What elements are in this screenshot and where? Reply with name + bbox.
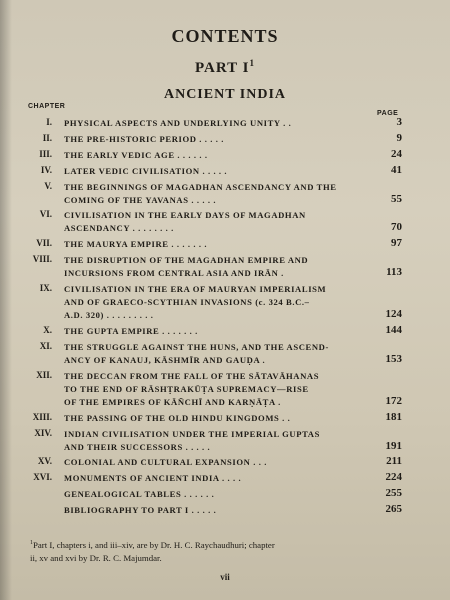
chapter-number: XI. (39, 340, 52, 351)
page-column-label: PAGE (377, 110, 399, 117)
chapter-number: XII. (36, 369, 52, 380)
chapter-number: IV. (40, 164, 52, 175)
chapter-title-line: INCURSIONS FROM CENTRAL ASIA AND IRĀN . (64, 268, 284, 279)
chapter-title-line: GENEALOGICAL TABLES . . . . . . (64, 489, 215, 500)
contents-entry (0, 341, 450, 370)
chapter-number: I. (46, 117, 52, 127)
chapter-number: XIV. (34, 427, 52, 438)
footnote-line-2: ii, xv and xvi by Dr. R. C. Majumdar. (30, 552, 162, 563)
contents-entry (0, 504, 450, 520)
chapter-title-line: MONUMENTS OF ANCIENT INDIA . . . . (64, 473, 242, 484)
contents-entry (0, 133, 450, 149)
chapter-title-line: INDIAN CIVILISATION UNDER THE IMPERIAL GUPTAS (64, 428, 320, 439)
part-title-text: PART I (194, 60, 250, 76)
contents-entry (0, 283, 450, 325)
chapter-title (64, 209, 374, 235)
chapter-title (64, 504, 374, 517)
chapter-title-line: THE DISRUPTION OF THE MAGADHAN EMPIRE AND (64, 255, 309, 266)
contents-entry (0, 149, 450, 165)
chapter-title-line: THE GUPTA EMPIRE . . . . . . . (64, 326, 198, 337)
chapter-title (64, 341, 374, 367)
chapter-title-line: THE PASSING OF THE OLD HINDU KINGDOMS . . (64, 412, 291, 423)
footnote (30, 537, 410, 565)
contents-entry (0, 428, 450, 457)
chapter-title (64, 283, 374, 322)
footnote-line-1: Part I, chapters i, and iii–xiv, are by Dr. H. C. Raychaudhuri; chapter (33, 539, 275, 550)
chapter-number: V. (44, 180, 52, 191)
contents-entry (0, 209, 450, 238)
contents-entry (0, 456, 450, 472)
contents-entry (0, 165, 450, 181)
page-number: 24 (391, 147, 402, 160)
chapter-title-line: TO THE END OF RĀSHṬRAKŪṬA SUPREMACY—RISE (64, 383, 309, 394)
chapter-title (64, 254, 374, 280)
page-number: 41 (391, 163, 402, 176)
chapter-title-line: CIVILISATION IN THE EARLY DAYS OF MAGADHAN (64, 210, 306, 221)
chapter-number: XVI. (33, 472, 52, 483)
chapter-number: VII. (36, 238, 52, 249)
page-number: 172 (385, 394, 402, 407)
page-number-folio: vii (220, 572, 230, 582)
chapter-title (64, 488, 374, 501)
contents-entry (0, 370, 450, 412)
chapter-title-line: ASCENDANCY . . . . . . . . (64, 223, 174, 234)
chapter-number: X. (43, 325, 52, 336)
page-number: 153 (385, 352, 402, 365)
page-number: 124 (385, 308, 402, 321)
chapter-number: XIII. (32, 411, 52, 422)
chapter-title-line: THE BEGINNINGS OF MAGADHAN ASCENDANCY AND THE (64, 181, 337, 192)
section-title: ANCIENT INDIA (163, 87, 287, 102)
contents-entry (0, 117, 450, 133)
chapter-title-line: A.D. 320) . . . . . . . . . (64, 310, 154, 321)
chapter-number: XV. (37, 456, 52, 467)
chapter-title-line: THE EARLY VEDIC AGE . . . . . . (64, 149, 208, 160)
chapter-title-line: ANCY OF KANAUJ, KĀSHMĪR AND GAUḌA . (64, 354, 266, 365)
chapter-title-line: THE PRE-HISTORIC PERIOD . . . . . (64, 133, 225, 144)
page-number: 9 (396, 131, 402, 144)
chapter-number: III. (39, 148, 52, 159)
page-number: 181 (385, 410, 402, 423)
chapter-title-line: BIBLIOGRAPHY TO PART I . . . . . (64, 505, 217, 516)
chapter-title-line: LATER VEDIC CIVILISATION . . . . . (64, 165, 228, 176)
chapter-title-line: THE DECCAN FROM THE FALL OF THE SĀTAVĀHANAS (64, 370, 320, 381)
contents-entry (0, 325, 450, 341)
chapter-title-line: THE STRUGGLE AGAINST THE HUNS, AND THE ASCEND- (64, 341, 329, 352)
chapter-number: VI. (39, 209, 52, 220)
chapter-title-line: COMING OF THE YAVANAS . . . . . (64, 194, 217, 205)
contents-entry (0, 254, 450, 283)
chapter-title (64, 117, 374, 130)
chapter-title (64, 149, 374, 162)
chapter-title (64, 456, 374, 469)
chapter-title-line: THE MAURYA EMPIRE . . . . . . . (64, 239, 208, 250)
chapter-title-line: AND OF GRAECO-SCYTHIAN INVASIONS (c. 324 B.C.– (64, 297, 310, 308)
part-title (0, 58, 450, 77)
chapter-title-line: PHYSICAL ASPECTS AND UNDERLYING UNITY . . (64, 118, 292, 128)
chapter-title (64, 370, 374, 409)
page-number: 113 (386, 266, 402, 279)
chapter-title-line: AND THEIR SUCCESSORS . . . . . (64, 441, 211, 452)
contents-title: CONTENTS (171, 26, 279, 46)
chapter-title (64, 133, 374, 146)
chapter-title (64, 428, 374, 454)
chapter-title (64, 412, 374, 425)
contents-entry (0, 472, 450, 488)
chapter-number: VIII. (32, 254, 52, 265)
page-number: 97 (391, 237, 402, 250)
chapter-title-line: CIVILISATION IN THE ERA OF MAURYAN IMPERIALISM (64, 284, 327, 295)
page-number: 255 (385, 487, 402, 500)
chapter-title (64, 181, 374, 207)
page-number: 144 (385, 324, 402, 337)
contents-entry (0, 412, 450, 428)
chapter-number: IX. (39, 283, 52, 294)
chapter-title-line: OF THE EMPIRES OF KĀÑCHĪ AND KARṆĀṬA . (64, 396, 281, 407)
chapter-title (64, 165, 374, 178)
chapter-title-line: COLONIAL AND CULTURAL EXPANSION . . . (64, 457, 267, 468)
page-number: 265 (385, 503, 402, 516)
chapter-title (64, 472, 374, 485)
chapter-title (64, 238, 374, 251)
contents-entry (0, 488, 450, 504)
page-number: 3 (396, 116, 402, 128)
contents-entry (0, 238, 450, 254)
contents-entry (0, 181, 450, 210)
chapter-column-label: CHAPTER (28, 103, 66, 110)
chapter-title (64, 325, 374, 338)
page-number: 55 (391, 192, 402, 205)
page-number: 224 (385, 471, 402, 484)
footnote-mark: 1 (30, 540, 33, 546)
chapter-number: II. (42, 132, 52, 143)
page-number: 211 (386, 455, 402, 468)
page-number: 191 (385, 439, 402, 452)
page-number: 70 (391, 221, 402, 234)
contents-list (0, 117, 450, 520)
part-footnote-mark: 1 (249, 58, 255, 68)
